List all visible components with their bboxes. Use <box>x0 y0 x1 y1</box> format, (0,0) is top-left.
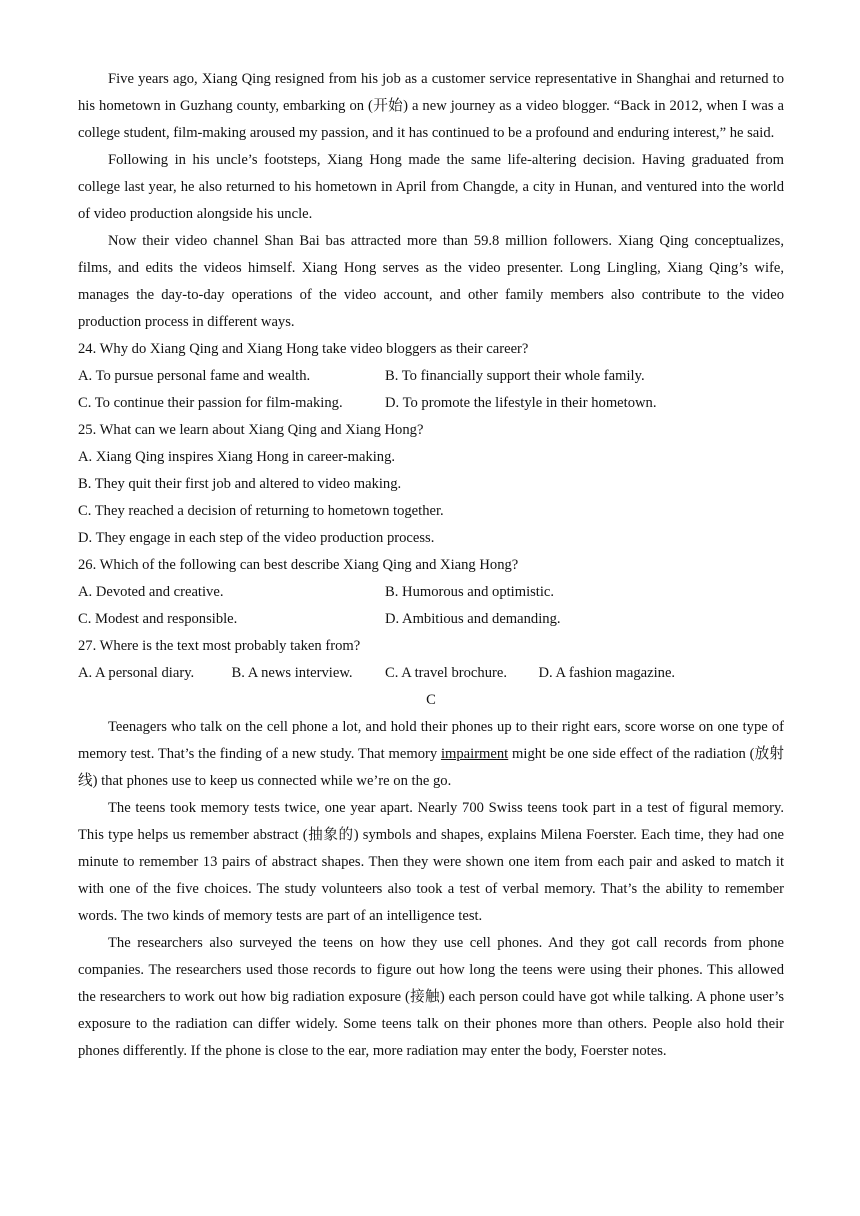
question-24-option-c: C. To continue their passion for film-making. <box>78 395 343 411</box>
question-25-option-d: D. They engage in each step of the video production process. <box>78 530 435 546</box>
question-24-options-row-1 <box>78 363 784 390</box>
question-27-stem: 27. Where is the text most probably taken from? <box>78 638 361 654</box>
question-26-options-row-2 <box>78 606 784 633</box>
question-24-option-d: D. To promote the lifestyle in their hometown. <box>385 395 657 411</box>
passage-c-paragraph-1 <box>78 714 784 795</box>
question-24-option-a: A. To pursue personal fame and wealth. <box>78 368 311 384</box>
passage-b-paragraph-2: Following in his uncle’s footsteps, Xiang Hong made the same life-altering decision. Having graduated from college last year, he also returned to his hometown in April from Changde, a city in Hunan, and ventured into the world of video production alongside his uncle. <box>78 152 784 222</box>
passage-b-paragraph-3: Now their video channel Shan Bai bas attracted more than 59.8 million followers. Xiang Qing conceptualizes, films, and edits the videos himself. Xiang Hong serves as the video presenter. Long Lingling, Xiang Qing’s wife, manages the day-to-day operations of the video account, and other family members also contribute to the video production process in different ways. <box>78 233 784 330</box>
passage-b-paragraph-1: Five years ago, Xiang Qing resigned from his job as a customer service representative in Shanghai and returned to his hometown in Guzhang county, embarking on (开始) a new journey as a video blogger. “Back in 2012, when I was a college student, film-making aroused my passion, and it has continued to be a profound and enduring interest,” he said. <box>78 71 784 141</box>
question-25-stem: 25. What can we learn about Xiang Qing and Xiang Hong? <box>78 422 424 438</box>
question-27-option-c: C. A travel brochure. <box>385 665 507 681</box>
question-25-option-c: C. They reached a decision of returning to hometown together. <box>78 503 444 519</box>
question-24-stem: 24. Why do Xiang Qing and Xiang Hong take video bloggers as their career? <box>78 341 529 357</box>
question-27-option-b: B. A news interview. <box>231 665 353 681</box>
question-26-option-b: B. Humorous and optimistic. <box>385 584 555 600</box>
passage-c-paragraph-3: The researchers also surveyed the teens on how they use cell phones. And they got call records from phone companies. The researchers used those records to figure out how long the teens were using their phones. This allowed the researchers to work out how big radiation exposure (接触) each person could have got while talking. A phone user’s exposure to the radiation can differ widely. Some teens talk on their phones more than others. People also hold their phones differently. If the phone is close to the ear, more radiation may enter the body, Foerster notes. <box>78 935 784 1059</box>
passage-c-p1-before: Teenagers who talk on the cell phone a lot, and hold their phones up to their right ears, score worse on one type of memory test. That’s the finding of a new study. That memory <box>78 719 784 762</box>
question-24-options-row-2 <box>78 390 784 417</box>
question-26-stem: 26. Which of the following can best describe Xiang Qing and Xiang Hong? <box>78 557 519 573</box>
question-24-option-b: B. To financially support their whole family. <box>385 368 645 384</box>
question-25-option-b: B. They quit their first job and altered to video making. <box>78 476 402 492</box>
question-26-option-a: A. Devoted and creative. <box>78 584 224 600</box>
passage-c-paragraph-2: The teens took memory tests twice, one year apart. Nearly 700 Swiss teens took part in a test of figural memory. This type helps us remember abstract (抽象的) symbols and shapes, explains Milena Foerster. Each time, they had one minute to remember 13 pairs of abstract shapes. Then they were shown one item from each pair and asked to match it with one of the five choices. The study volunteers also took a test of verbal memory. That’s the ability to remember words. The two kinds of memory tests are part of an intelligence test. <box>78 800 784 924</box>
question-26-options-row-1 <box>78 579 784 606</box>
question-26-option-c: C. Modest and responsible. <box>78 611 238 627</box>
question-25-option-a: A. Xiang Qing inspires Xiang Hong in career-making. <box>78 449 396 465</box>
question-26-option-d: D. Ambitious and demanding. <box>385 611 561 627</box>
passage-c-p1-after: might be one side effect of the radiation (放射线) that phones use to keep us connected while we’re on the go. <box>78 746 785 789</box>
question-27-option-d: D. A fashion magazine. <box>538 665 676 681</box>
question-27-options-row <box>78 660 784 687</box>
passage-c-letter: C <box>426 692 436 708</box>
exam-page <box>78 66 784 1065</box>
underlined-word: impairment <box>440 746 509 762</box>
question-27-option-a: A. A personal diary. <box>78 665 195 681</box>
